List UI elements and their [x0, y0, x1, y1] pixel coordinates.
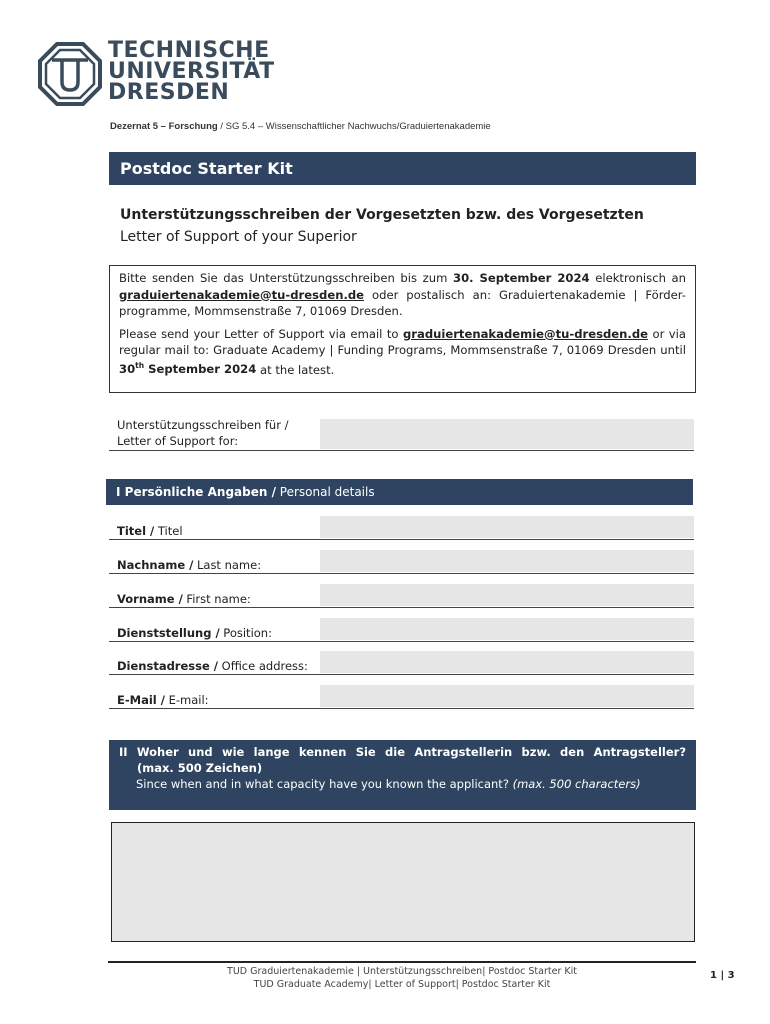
- office-address-input[interactable]: [320, 651, 694, 673]
- section-personal-details-header: [106, 479, 693, 505]
- wordmark-line-2: UNIVERSITÄT: [108, 59, 275, 84]
- last-name-label-en: Last name:: [193, 558, 262, 572]
- office-address-label: [117, 659, 308, 673]
- first-name-input[interactable]: [320, 584, 694, 606]
- heading-german: Unterstützungsschreiben der Vorgesetzten bzw. des Vorgesetzten: [120, 207, 644, 223]
- deadline-suffix: th: [135, 361, 145, 371]
- breadcrumb: [110, 121, 491, 132]
- tu-dresden-logo-icon: [38, 42, 102, 106]
- section2-limit-de: (max. 500 Zeichen): [137, 761, 263, 775]
- office-address-label-en: Office address:: [217, 659, 308, 673]
- title-label: [117, 524, 183, 538]
- support-for-label: [117, 417, 288, 449]
- notice-german: [119, 270, 686, 320]
- notice-de-text-3: oder postalisch an: Graduiertenakademie | Förder-programme, Mommsenstraße 7, 01069 Dresden.: [119, 287, 686, 318]
- document-title-banner: Postdoc Starter Kit: [109, 152, 696, 185]
- notice-deadline-de: 30. September 2024: [453, 271, 590, 285]
- divider: [109, 607, 694, 608]
- section2-question-en-text: Since when and in what capacity have you known the applicant?: [136, 777, 513, 791]
- submission-notice: [109, 265, 696, 393]
- university-wordmark: [108, 40, 275, 103]
- support-for-label-de: Unterstützungsschreiben für /: [117, 418, 289, 432]
- notice-english: [119, 326, 686, 378]
- breadcrumb-department: Dezernat 5 – Forschung: [110, 121, 218, 132]
- divider: [109, 539, 694, 540]
- divider: [109, 573, 694, 574]
- email-link[interactable]: graduiertenakademie@tu-dresden.de: [119, 287, 365, 302]
- section2-question-de: II Woher und wie lange kennen Sie die Antragstellerin bzw. den Antragsteller?: [119, 745, 686, 759]
- divider: [109, 708, 694, 709]
- heading-english: Letter of Support of your Superior: [120, 229, 357, 245]
- last-name-input[interactable]: [320, 550, 694, 572]
- wordmark-line-3: DRESDEN: [108, 80, 230, 105]
- deadline-month: September 2024: [144, 362, 257, 377]
- divider: [109, 674, 694, 675]
- notice-en-text-3: at the latest.: [256, 362, 335, 377]
- section1-title-en: Personal details: [275, 485, 375, 499]
- position-input[interactable]: [320, 618, 694, 640]
- last-name-label-de: Nachname /: [117, 558, 194, 572]
- email-label: [117, 693, 209, 707]
- email-link-en[interactable]: graduiertenakademie@tu-dresden.de: [402, 326, 648, 341]
- deadline-day: 30: [119, 362, 136, 377]
- divider: [109, 450, 694, 451]
- notice-en-text-2: or via regular mail to: Graduate Academy | Funding Programs, Mommsenstraße 7, 01069 Dresden until: [119, 326, 686, 357]
- title-input[interactable]: [320, 516, 694, 538]
- divider: [109, 641, 694, 642]
- email-input[interactable]: [320, 685, 694, 707]
- notice-de-text-1: Bitte senden Sie das Unterstützungsschreiben bis zum: [119, 271, 454, 285]
- first-name-label: [117, 592, 251, 606]
- footer-line-en: TUD Graduate Academy| Letter of Support| Postdoc Starter Kit: [253, 979, 551, 990]
- title-label-de: Titel /: [117, 524, 155, 538]
- section2-question-en: [119, 776, 686, 792]
- notice-en-text-1: Please send your Letter of Support via email to: [119, 326, 403, 341]
- support-for-input[interactable]: [320, 419, 694, 449]
- first-name-label-de: Vorname /: [117, 592, 183, 606]
- position-label-de: Dienststellung /: [117, 626, 220, 640]
- position-label: [117, 626, 272, 640]
- support-for-label-en: Letter of Support for:: [117, 434, 239, 448]
- title-label-en: Titel: [154, 524, 183, 538]
- last-name-label: [117, 558, 261, 572]
- email-label-en: E-mail:: [164, 693, 209, 707]
- page-number: 1 | 3: [710, 970, 735, 981]
- footer-line-de: TUD Graduiertenakademie | Unterstützungsschreiben| Postdoc Starter Kit: [227, 966, 577, 977]
- office-address-label-de: Dienstadresse /: [117, 659, 218, 673]
- relationship-answer-textarea[interactable]: [111, 822, 695, 942]
- wordmark-line-1: TECHNISCHE: [108, 38, 270, 63]
- breadcrumb-unit: / SG 5.4 – Wissenschaftlicher Nachwuchs/Graduiertenakademie: [217, 121, 491, 132]
- section-relationship-header: [109, 740, 696, 810]
- email-label-de: E-Mail /: [117, 693, 165, 707]
- section1-title-de: I Persönliche Angaben /: [116, 485, 276, 499]
- footer-divider: [108, 961, 696, 963]
- notice-deadline-en: [119, 362, 256, 376]
- footer: [108, 965, 696, 991]
- position-label-en: Position:: [219, 626, 272, 640]
- first-name-label-en: First name:: [182, 592, 251, 606]
- section2-limit-en: (max. 500 characters): [512, 777, 641, 791]
- notice-de-text-2: elektronisch an: [589, 271, 686, 285]
